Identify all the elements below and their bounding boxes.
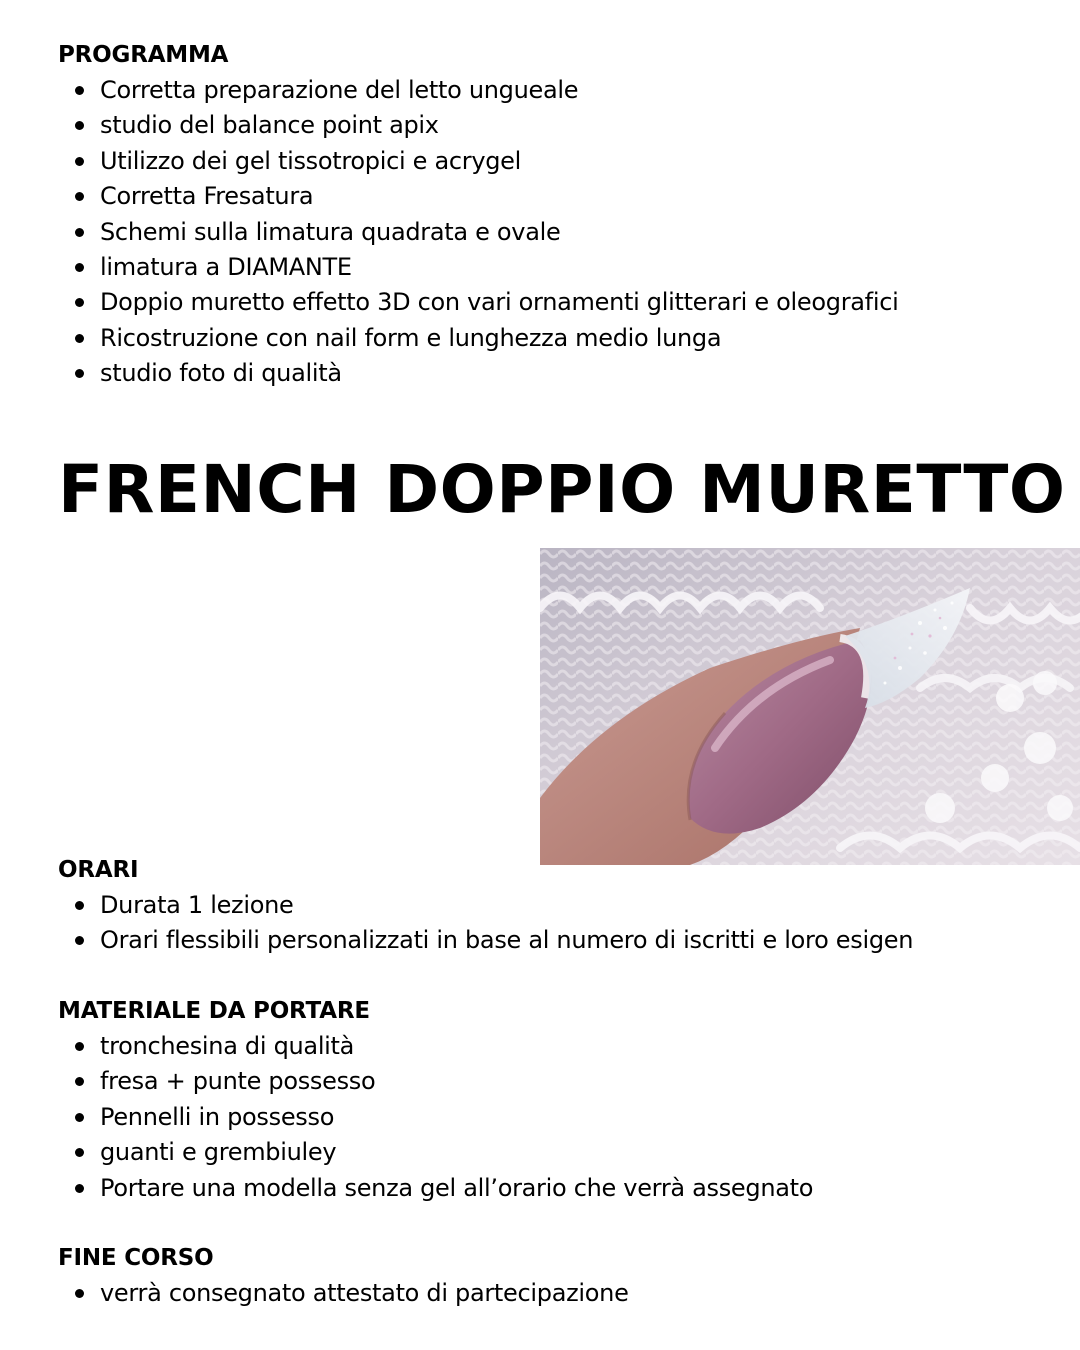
bullet-icon: [75, 157, 84, 166]
bullet-icon: [75, 334, 84, 343]
bullet-icon: [75, 901, 84, 910]
list-item: tronchesina di qualità: [58, 1029, 1048, 1064]
list-item: Pennelli in possesso: [58, 1100, 1048, 1135]
section-programma: [58, 38, 1048, 392]
programma-list: [58, 73, 1048, 392]
list-item: limatura a DIAMANTE: [58, 250, 1048, 285]
bullet-icon: [75, 86, 84, 95]
list-item: Corretta Fresatura: [58, 179, 1048, 214]
bullet-icon: [75, 936, 84, 945]
list-item: Utilizzo dei gel tissotropici e acrygel: [58, 144, 1048, 179]
section-orari: [58, 853, 1048, 959]
materiale-list: [58, 1029, 1048, 1206]
section-fine-corso: [58, 1241, 1048, 1311]
orari-heading: ORARI: [58, 857, 139, 883]
bullet-icon: [75, 192, 84, 201]
fine-corso-list: [58, 1276, 1048, 1311]
bullet-icon: [75, 263, 84, 272]
list-item: guanti e grembiuley: [58, 1135, 1048, 1170]
fine-corso-heading: FINE CORSO: [58, 1245, 214, 1271]
materiale-heading: MATERIALE DA PORTARE: [58, 998, 370, 1024]
list-item: Orari flessibili personalizzati in base al numero di iscritti e loro esigen: [58, 923, 1048, 958]
list-item: Corretta preparazione del letto ungueale: [58, 73, 1048, 108]
bullet-icon: [75, 369, 84, 378]
list-item: Schemi sulla limatura quadrata e ovale: [58, 215, 1048, 250]
bullet-icon: [75, 228, 84, 237]
bullet-icon: [75, 1077, 84, 1086]
bullet-icon: [75, 298, 84, 307]
list-item: Portare una modella senza gel all’orario che verrà assegnato: [58, 1171, 1048, 1206]
bullet-icon: [75, 1042, 84, 1051]
bullet-icon: [75, 1289, 84, 1298]
section-materiale: [58, 994, 1048, 1206]
list-item: Durata 1 lezione: [58, 888, 1048, 923]
list-item: Ricostruzione con nail form e lunghezza medio lunga: [58, 321, 1048, 356]
bullet-icon: [75, 121, 84, 130]
nail-photo: [540, 548, 1080, 865]
list-item: Doppio muretto effetto 3D con vari ornamenti glitterari e oleografici: [58, 285, 1048, 320]
page-title: FRENCH DOPPIO MURETTO: [58, 451, 1066, 528]
bullet-icon: [75, 1148, 84, 1157]
bullet-icon: [75, 1184, 84, 1193]
orari-list: [58, 888, 1048, 959]
list-item: studio foto di qualità: [58, 356, 1048, 391]
list-item: fresa + punte possesso: [58, 1064, 1048, 1099]
list-item: verrà consegnato attestato di partecipazione: [58, 1276, 1048, 1311]
list-item: studio del balance point apix: [58, 108, 1048, 143]
bullet-icon: [75, 1113, 84, 1122]
programma-heading: PROGRAMMA: [58, 42, 229, 68]
